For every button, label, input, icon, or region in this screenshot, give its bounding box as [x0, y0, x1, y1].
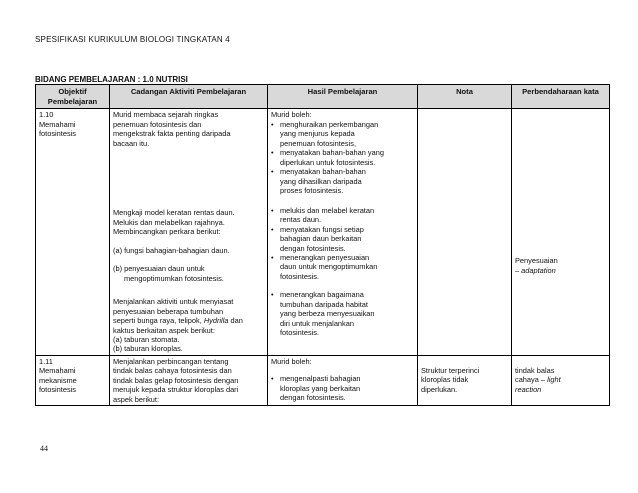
outcome-line: • menghuraikan perkembangan	[280, 119, 379, 129]
activity-line: (a) taburan stomata.	[113, 335, 180, 344]
outcome-intro: Murid boleh:	[271, 356, 312, 366]
outcome-line: dengan fotosintesis.	[280, 243, 346, 253]
list-item	[271, 120, 414, 148]
vocabulary-translation-text: reaction	[515, 384, 542, 394]
activity-line: Menjalankan perbincangan tentang	[113, 356, 229, 366]
note-line: Struktur terperinci	[421, 365, 480, 375]
outcome-line: yang berbeza menyesuaikan	[280, 309, 375, 319]
activity-cell	[110, 109, 268, 356]
list-item	[271, 290, 414, 337]
outcome-line: fotosintesis.	[280, 271, 320, 281]
activity-line: bacaan itu.	[113, 138, 150, 148]
vocabulary-cell	[512, 109, 610, 356]
objective-text: fotosintesis	[39, 129, 76, 139]
activity-line: mengoptimumkan fotosintesis.	[124, 273, 224, 283]
outcome-line: rentas daun.	[280, 215, 322, 225]
objective-text: Memahami	[39, 366, 76, 376]
vocabulary-term-text: cahaya –	[515, 375, 548, 385]
activity-line: mengekstrak fakta penting daripada	[113, 129, 231, 139]
objective-text: Memahami	[39, 119, 76, 129]
note-cell	[418, 355, 512, 405]
list-item	[271, 225, 414, 253]
table-row	[36, 355, 610, 405]
column-header-vocabulary: Perbendaharaan kata	[512, 85, 610, 109]
activity-line: Menjalankan aktiviti untuk menyiasat	[113, 297, 234, 307]
outcome-line: yang dihasilkan daripada	[280, 176, 362, 186]
list-item	[271, 374, 414, 402]
outcome-line: penemuan fotosintesis,	[280, 138, 357, 148]
objective-cell	[36, 355, 110, 405]
vocabulary-translation-text: – adaptation	[515, 265, 556, 275]
activity-line: (b) penyesuaian daun untuk	[113, 264, 205, 274]
outcome-line: yang menjurus kepada	[280, 129, 355, 139]
objective-text: mekanisme	[39, 375, 77, 385]
outcome-intro: Murid boleh:	[271, 110, 312, 120]
note-cell	[418, 109, 512, 356]
objective-text: fotosintesis	[39, 385, 76, 395]
vocabulary-translation-text: light	[547, 375, 561, 385]
activity-line: Membincangkan perkara berikut:	[113, 227, 221, 237]
outcome-line: • melukis dan melabel keratan	[280, 205, 375, 215]
page-header: SPESIFIKASI KURIKULUM BIOLOGI TINGKATAN 4	[35, 35, 230, 44]
activity-italic-term: Hydrilla	[203, 316, 229, 326]
vocabulary-cell	[512, 355, 610, 405]
column-header-activity: Cadangan Aktiviti Pembelajaran	[110, 85, 268, 109]
table-header-row	[36, 85, 610, 109]
outcome-cell	[268, 109, 418, 356]
outcome-cell	[268, 355, 418, 405]
vocabulary-translation	[515, 266, 606, 275]
outcome-line: diri untuk menjalankan	[280, 318, 354, 328]
list-item	[271, 206, 414, 225]
activity-line: merujuk kepada struktur kloroplas dari	[113, 385, 239, 395]
objective-cell	[36, 109, 110, 356]
activity-text: seperti bunga raya, telipok,	[113, 316, 202, 326]
objective-code: 1.11	[39, 356, 53, 366]
list-item	[271, 253, 414, 281]
outcome-line: • menerangkan bagaimana	[280, 290, 364, 300]
objective-code: 1.10	[39, 110, 54, 120]
activity-line: penemuan fotosintesis dan	[113, 119, 202, 129]
outcome-line: diperlukan untuk fotosintesis.	[280, 157, 376, 167]
activity-line	[113, 316, 264, 325]
activity-cell	[110, 355, 268, 405]
vocabulary-term	[515, 375, 606, 384]
outcome-line: • menyatakan bahan-bahan	[280, 167, 366, 177]
outcome-line: fotosintesis.	[280, 328, 320, 338]
outcome-line: • mengenalpasti bahagian	[280, 374, 361, 384]
activity-line: Mengkaji model keratan rentas daun.	[113, 208, 235, 218]
list-item	[271, 167, 414, 195]
column-header-note: Nota	[418, 85, 512, 109]
column-header-outcome: Hasil Pembelajaran	[268, 85, 418, 109]
note-line: kloroplas tidak	[421, 375, 469, 385]
outcome-line: proses fotosintesis.	[280, 186, 344, 196]
activity-line: tindak balas cahaya fotosintesis dan	[113, 366, 232, 376]
activity-line: tindak balas gelap fotosintesis dengan	[113, 375, 239, 385]
activity-text: dan	[230, 316, 243, 326]
outcome-list	[271, 290, 414, 337]
vocabulary-translation	[515, 385, 606, 394]
outcome-line: • menyatakan fungsi setiap	[280, 224, 364, 234]
outcome-line: kloroplas yang berkaitan	[280, 383, 361, 393]
outcome-list	[271, 206, 414, 282]
curriculum-table	[35, 84, 610, 406]
column-header-objective: Objektif Pembelajaran	[36, 85, 110, 109]
activity-line: penyesuaian beberapa tumbuhan	[113, 306, 224, 316]
activity-line: Melukis dan melabelkan rajahnya.	[113, 217, 225, 227]
activity-line: (a) fungsi bahagian-bahagian daun.	[113, 245, 230, 255]
outcome-line: • menerangkan penyesuaian	[280, 253, 370, 262]
activity-line: Murid membaca sejarah ringkas	[113, 110, 219, 120]
section-title: BIDANG PEMBELAJARAN : 1.0 NUTRISI	[35, 75, 188, 84]
note-line: diperlukan.	[421, 384, 458, 394]
activity-line: aspek berikut:	[113, 394, 160, 404]
outcome-line: bahagian daun berkaitan	[280, 234, 362, 244]
outcome-line: tumbuhan daripada habitat	[280, 299, 368, 309]
outcome-list	[271, 374, 414, 402]
table-row	[36, 109, 610, 356]
outcome-line: dengan fotosintesis.	[280, 393, 346, 403]
vocabulary-term: Penyesuaian	[515, 256, 558, 266]
page-number: 44	[40, 444, 48, 453]
outcome-line: • menyatakan bahan-bahan yang	[280, 148, 384, 158]
vocabulary-term: tindak balas	[515, 365, 555, 375]
activity-line: kaktus berkaitan aspek berikut:	[113, 325, 215, 335]
outcome-list	[271, 120, 414, 196]
list-item	[271, 148, 414, 167]
outcome-line: daun untuk mengoptimumkan	[280, 262, 378, 272]
activity-line: (b) taburan kloroplas.	[113, 344, 183, 354]
